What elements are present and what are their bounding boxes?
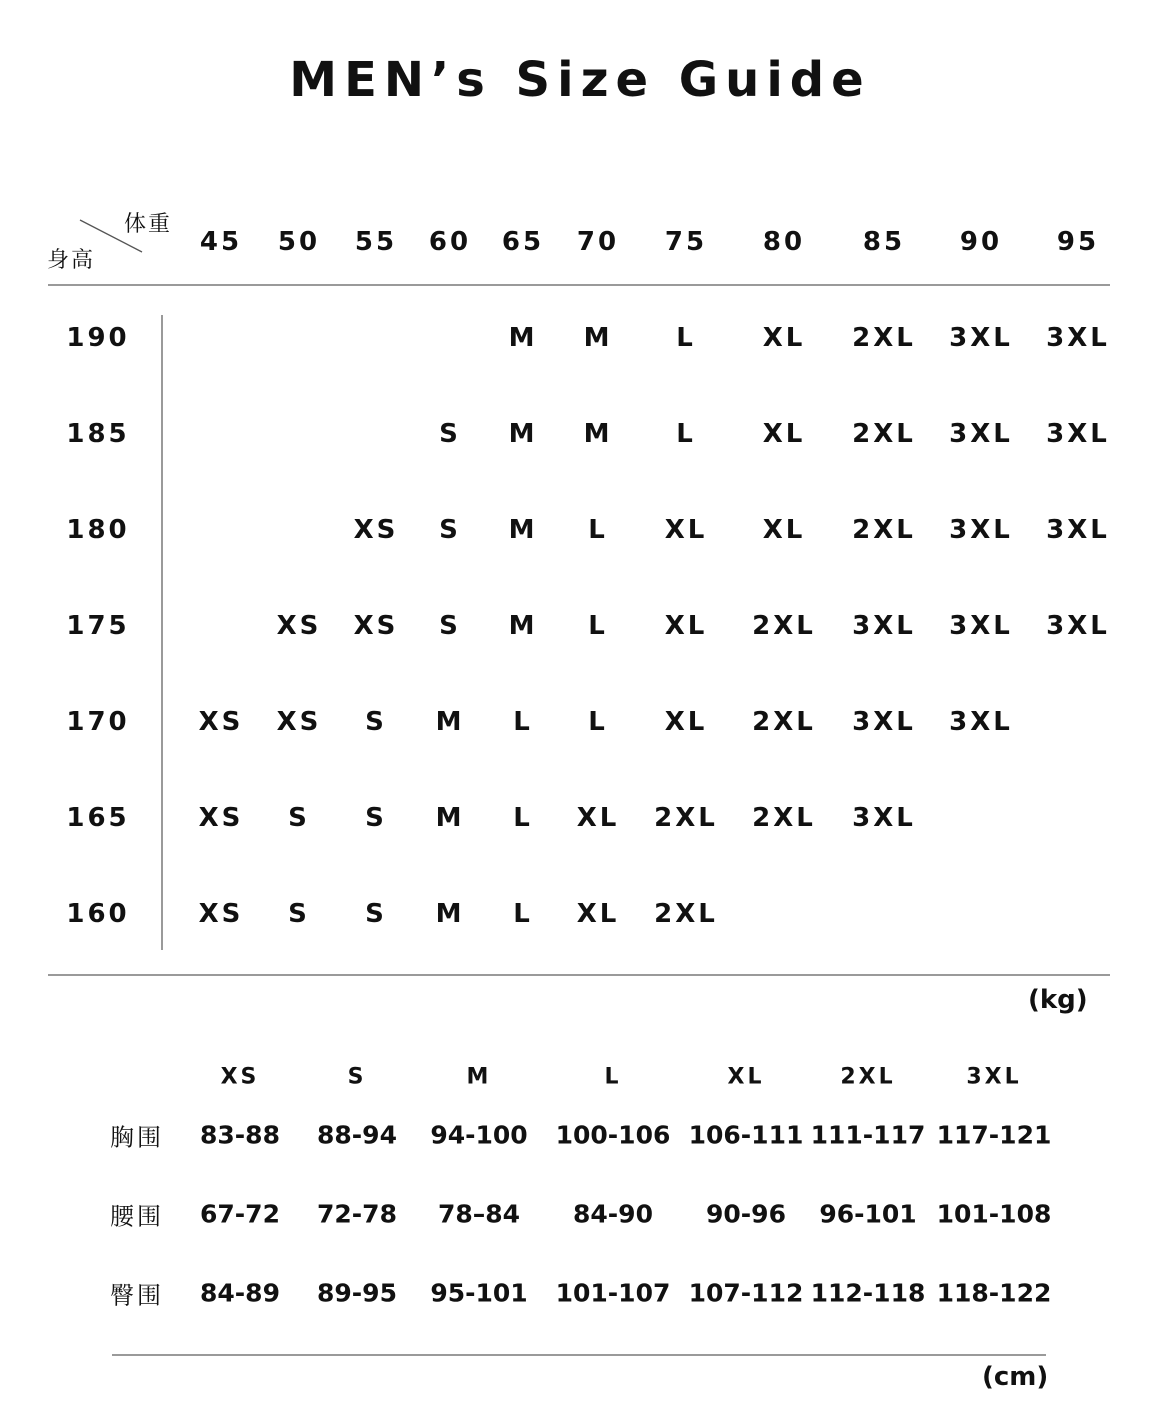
size-cell: 2XL [752, 707, 816, 737]
size-cell: 2XL [852, 323, 916, 353]
size-cell: XL [762, 323, 806, 353]
size-cell: L [513, 707, 533, 737]
size-cell: 3XL [949, 323, 1013, 353]
size-header-xs: XS [220, 1064, 260, 1090]
size-cell: XS [353, 611, 399, 641]
height-label-170: 170 [66, 707, 130, 737]
height-axis-line [161, 315, 163, 950]
size-cell: L [676, 323, 696, 353]
measurement-value: 118-122 [936, 1278, 1052, 1308]
size-cell: M [508, 611, 538, 641]
measurement-value: 117-121 [936, 1120, 1052, 1150]
size-cell: S [365, 899, 387, 929]
size-cell: 2XL [852, 419, 916, 449]
grid-bottom-divider [48, 974, 1110, 976]
size-cell: 3XL [852, 803, 916, 833]
size-cell: XL [576, 899, 620, 929]
measurement-value: 106-111 [688, 1120, 804, 1150]
measurement-value: 90-96 [706, 1199, 786, 1229]
size-cell: S [365, 803, 387, 833]
height-label-185: 185 [66, 419, 130, 449]
weight-header-95: 95 [1056, 227, 1100, 257]
measurement-value: 89-95 [317, 1278, 397, 1308]
size-cell: M [583, 419, 613, 449]
size-cell: 2XL [654, 803, 718, 833]
size-cell: XS [276, 707, 322, 737]
size-cell: 2XL [654, 899, 718, 929]
measurement-value: 67-72 [200, 1199, 280, 1229]
size-cell: 3XL [949, 419, 1013, 449]
size-cell: M [435, 899, 465, 929]
size-cell: XS [198, 803, 244, 833]
size-cell: 2XL [752, 803, 816, 833]
size-cell: 2XL [752, 611, 816, 641]
weight-header-90: 90 [959, 227, 1003, 257]
weight-header-60: 60 [428, 227, 472, 257]
weight-header-80: 80 [762, 227, 806, 257]
size-cell: S [288, 803, 310, 833]
size-header-2xl: 2XL [840, 1064, 896, 1090]
size-cell: XS [198, 707, 244, 737]
size-header-s: S [347, 1064, 367, 1090]
weight-unit: (kg) [1028, 985, 1088, 1015]
measurement-value: 95-101 [430, 1278, 528, 1308]
size-cell: XL [664, 707, 708, 737]
size-cell: M [435, 707, 465, 737]
size-header-xl: XL [727, 1064, 765, 1090]
measurement-value: 101-107 [555, 1278, 671, 1308]
weight-header-45: 45 [199, 227, 243, 257]
size-cell: L [588, 611, 608, 641]
size-cell: M [508, 515, 538, 545]
size-cell: M [435, 803, 465, 833]
measurement-value: 96-101 [819, 1199, 917, 1229]
weight-header-55: 55 [354, 227, 398, 257]
size-cell: XS [353, 515, 399, 545]
height-label-165: 165 [66, 803, 130, 833]
size-cell: S [439, 611, 461, 641]
height-label-160: 160 [66, 899, 130, 929]
measurement-value: 83-88 [200, 1120, 280, 1150]
height-label-180: 180 [66, 515, 130, 545]
weight-header-70: 70 [576, 227, 620, 257]
page-title: MEN’s Size Guide [289, 52, 871, 108]
height-label-175: 175 [66, 611, 130, 641]
size-cell: 3XL [1046, 515, 1110, 545]
size-cell: 3XL [1046, 323, 1110, 353]
measurement-value: 88-94 [317, 1120, 397, 1150]
size-cell: 3XL [949, 515, 1013, 545]
size-cell: L [588, 707, 608, 737]
measurement-value: 72-78 [317, 1199, 397, 1229]
size-cell: 3XL [852, 611, 916, 641]
measurement-unit: (cm) [982, 1362, 1049, 1392]
measurement-value: 101-108 [936, 1199, 1052, 1229]
measurement-label: 臀围 [110, 1281, 164, 1310]
size-cell: XL [664, 611, 708, 641]
size-cell: M [583, 323, 613, 353]
size-cell: M [508, 323, 538, 353]
size-cell: 3XL [949, 611, 1013, 641]
size-cell: XL [664, 515, 708, 545]
size-cell: 3XL [852, 707, 916, 737]
size-cell: XL [576, 803, 620, 833]
measurement-value: 112-118 [810, 1278, 926, 1308]
header-divider [48, 284, 1110, 286]
size-cell: S [439, 515, 461, 545]
size-header-l: L [604, 1064, 622, 1090]
height-label-190: 190 [66, 323, 130, 353]
measurement-label: 胸围 [110, 1123, 164, 1152]
size-cell: 2XL [852, 515, 916, 545]
size-header-m: M [466, 1064, 492, 1090]
size-cell: XL [762, 515, 806, 545]
weight-axis-label: 体重 [124, 212, 173, 237]
height-axis-label: 身高 [47, 248, 96, 273]
size-cell: XS [198, 899, 244, 929]
size-cell: S [365, 707, 387, 737]
size-cell: L [588, 515, 608, 545]
size-cell: XL [762, 419, 806, 449]
size-header-3xl: 3XL [966, 1064, 1022, 1090]
size-cell: 3XL [949, 707, 1013, 737]
size-cell: L [676, 419, 696, 449]
size-cell: M [508, 419, 538, 449]
weight-header-50: 50 [277, 227, 321, 257]
measurement-value: 107-112 [688, 1278, 804, 1308]
measurement-value: 94-100 [430, 1120, 528, 1150]
size-cell: L [513, 803, 533, 833]
weight-header-85: 85 [862, 227, 906, 257]
size-cell: L [513, 899, 533, 929]
size-cell: 3XL [1046, 419, 1110, 449]
size-cell: S [439, 419, 461, 449]
measurement-value: 100-106 [555, 1120, 671, 1150]
measurement-value: 78–84 [437, 1199, 521, 1229]
size-cell: S [288, 899, 310, 929]
corner-divider [78, 218, 144, 254]
measurement-value: 111-117 [810, 1120, 926, 1150]
measurement-value: 84-89 [200, 1278, 280, 1308]
size-cell: XS [276, 611, 322, 641]
size-cell: 3XL [1046, 611, 1110, 641]
weight-header-75: 75 [664, 227, 708, 257]
measurement-value: 84-90 [573, 1199, 653, 1229]
measurement-label: 腰围 [110, 1202, 164, 1231]
measurement-bottom-divider [112, 1354, 1046, 1356]
weight-header-65: 65 [501, 227, 545, 257]
